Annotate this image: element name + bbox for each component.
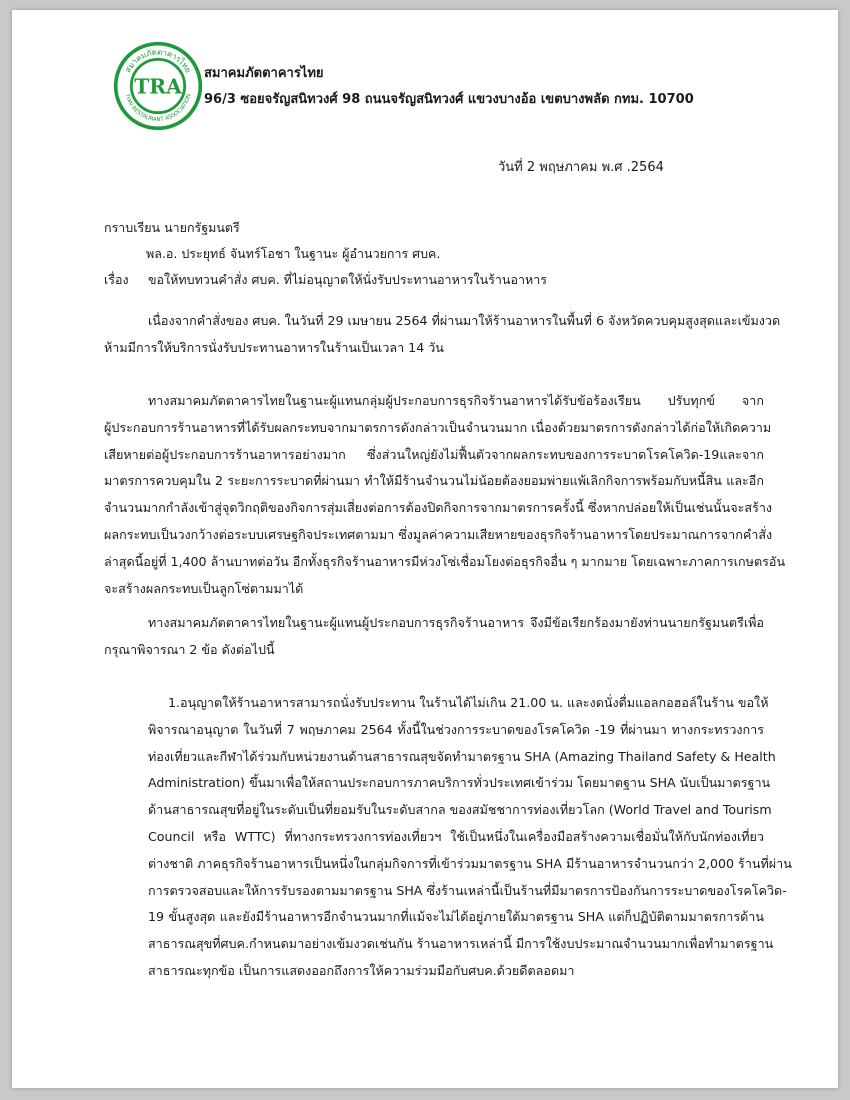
paragraph-line: 19 ขั้นสูงสุด และยังมีร้านอาหารอีกจำนวนมากที่แม้จะไม่ได้อยู่ภายใต้มาตรฐาน SHA แต่ก็ปฏิบัติตามมาตรการด้าน	[148, 909, 764, 925]
paragraph-line: ด้านสาธารณสุขที่อยู่ในระดับเป็นที่ยอมรับในระดับสากล ของสมัชชาการท่องเที่ยวโลก (World Travel and Tourism	[148, 802, 772, 818]
request-item-1	[104, 690, 792, 985]
letter-date: วันที่ 2 พฤษภาคม พ.ศ .2564	[498, 160, 664, 175]
organization-address: 96/3 ซอยจรัญสนิทวงศ์ 98 ถนนจรัญสนิทวงศ์ แขวงบางอ้อ เขตบางพลัด กทม. 10700	[204, 92, 694, 107]
subject-label: เรื่อง	[104, 272, 129, 287]
paragraph-line: Council หรือ WTTC) ที่ทางกระทรวงการท่องเที่ยวฯ ใช้เป็นหนึ่งในเครื่องมือสร้างความเชื่อมั่นให้กับนักท่องเที่ยว	[148, 828, 764, 844]
paragraph-line: จำนวนมากกำลังเข้าสู่จุดวิกฤติของกิจการสุ่มเสี่ยงต่อการต้องปิดกิจการจากมาตรการครั้งนี้ ซึ่งหากปล่อยให้เป็นเช่นนั้นจะสร้าง	[104, 500, 773, 516]
paragraph-line: จะสร้างผลกระทบเป็นลูกโซ่ตามมาได้	[104, 580, 304, 596]
salutation: กราบเรียน นายกรัฐมนตรี	[104, 220, 240, 235]
paragraph-line: สาธารณสุขที่ศบค.กำหนดมาอย่างเข้มงวดเช่นกัน ร้านอาหารเหล่านี้ มีการใช้งบประมาณจำนวนมากเพื่อทำมาตรฐาน	[148, 936, 774, 952]
paragraph-line: เสียหายต่อผู้ประกอบการร้านอาหารอย่างมาก ซึ่งส่วนใหญ่ยังไม่ฟื้นตัวจากผลกระทบของการระบาดโรคโควิด-19และจาก	[104, 446, 764, 462]
paragraph-order-reference	[104, 308, 781, 362]
subject-text: ขอให้ทบทวนคำสั่ง ศบค. ที่ไม่อนุญาตให้นั่งรับประทานอาหารในร้านอาหาร	[148, 272, 547, 287]
paragraph-line: ผลกระทบเป็นวงกว้างต่อระบบเศรษฐกิจประเทศตามมา ซึ่งมูลค่าความเสียหายของธุรกิจร้านอาหารโดยประมาณการจากคำสั่ง	[104, 526, 773, 542]
paragraph-line: การตรวจสอบและให้การรับรองตามมาตรฐาน SHA ซึ่งร้านเหล่านี้เป็นร้านที่มีมาตรการป้องกันการระบาดของโรคโควิด-	[148, 882, 787, 898]
organization-name: สมาคมภัตตาคารไทย	[204, 66, 324, 81]
paragraph-requests-intro	[104, 610, 764, 664]
paragraph-line: เนื่องจากคำสั่งของ ศบค. ในวันที่ 29 เมษายน 2564 ที่ผ่านมาให้ร้านอาหารในพื้นที่ 6 จังหวัดควบคุมสูงสุดและเข้มงวด	[148, 313, 781, 328]
paragraph-line: กรุณาพิจารณา 2 ข้อ ดังต่อไปนี้	[104, 641, 275, 657]
paragraph-line: ทางสมาคมภัตตาคารไทยในฐานะผู้แทนกลุ่มผู้ประกอบการธุรกิจร้านอาหารได้รับข้อร้องเรียน ปรับทุกข์ จาก	[148, 393, 764, 408]
logo-letters: TRA	[134, 74, 182, 99]
tra-logo	[112, 40, 204, 132]
paragraph-line: Administration) ขึ้นมาเพื่อให้สถานประกอบการภาคบริการทั่วประเทศเข้าร่วม โดยมาตฐาน SHA นับเป็นมาตรฐาน	[148, 775, 771, 791]
paragraph-line: ผู้ประกอบการร้านอาหารที่ได้รับผลกระทบจากมาตรการดังกล่าวเป็นจำนวนมาก เนื่องด้วยมาตรการดังกล่าวได้ก่อให้เกิดความ	[104, 419, 772, 435]
paragraph-line: ห้ามมีการให้บริการนั่งรับประทานอาหารในร้านเป็นเวลา 14 วัน	[104, 339, 444, 355]
paragraph-line: ล่าสุดนี้อยู่ที่ 1,400 ล้านบาทต่อวัน อีกทั้งธุรกิจร้านอาหารมีห่วงโซ่เชื่อมโยงต่อธุรกิจอื่น ๆ มากมาย โดยเฉพาะภาคการเกษตรอัน	[104, 553, 786, 569]
letter-page	[12, 10, 838, 1088]
paragraph-line: ท่องเที่ยวและกีฬาได้ร่วมกับหน่วยงานด้านสาธารณสุขจัดทำมาตรฐาน SHA (Amazing Thailand Safety & Health	[148, 748, 776, 764]
paragraph-line: ต่างชาติ ภาคธุรกิจร้านอาหารเป็นหนึ่งในกลุ่มกิจการที่เข้าร่วมมาตรฐาน SHA มีร้านอาหารจำนวนกว่า 2,000 ร้านที่ผ่าน	[148, 855, 792, 871]
paragraph-line: มาตรการควบคุมใน 2 ระยะการระบาดที่ผ่านมา ทำให้มีร้านจำนวนไม่น้อยต้องยอมพ่ายแพ้เลิกกิจการพร้อมกับหนี้สิน และอีก	[104, 473, 764, 489]
paragraph-impact	[104, 388, 786, 602]
paragraph-line: ทางสมาคมภัตตาคารไทยในฐานะผู้แทนผู้ประกอบการธุรกิจร้านอาหาร จึงมีข้อเรียกร้องมายังท่านนายกรัฐมนตรีเพื่อ	[148, 615, 764, 630]
recipient-name: พล.อ. ประยุทธ์ จันทร์โอชา ในฐานะ ผู้อำนวยการ ศบค.	[146, 246, 441, 261]
logo-ring-bottom-text: THAI RESTAURANT ASSOCIATION	[123, 93, 193, 123]
paragraph-line: 1.อนุญาตให้ร้านอาหารสามารถนั่งรับประทาน ในร้านได้ไม่เกิน 21.00 น. และงดนั่งดื่มแอลกอฮอล์ในร้าน ขอให้	[168, 695, 769, 710]
paragraph-line: พิจารณาอนุญาต ในวันที่ 7 พฤษภาคม 2564 ทั้งนี้ในช่วงการระบาดของโรคโควิด -19 ที่ผ่านมา ทางกระทรวงการ	[148, 721, 764, 737]
logo-ring-top-text: สมาคมภัตตาคารไทย	[123, 47, 193, 75]
paragraph-line: สาธารณะทุกข้อ เป็นการแสดงออกถึงการให้ความร่วมมือกับศบค.ด้วยดีตลอดมา	[148, 962, 575, 978]
